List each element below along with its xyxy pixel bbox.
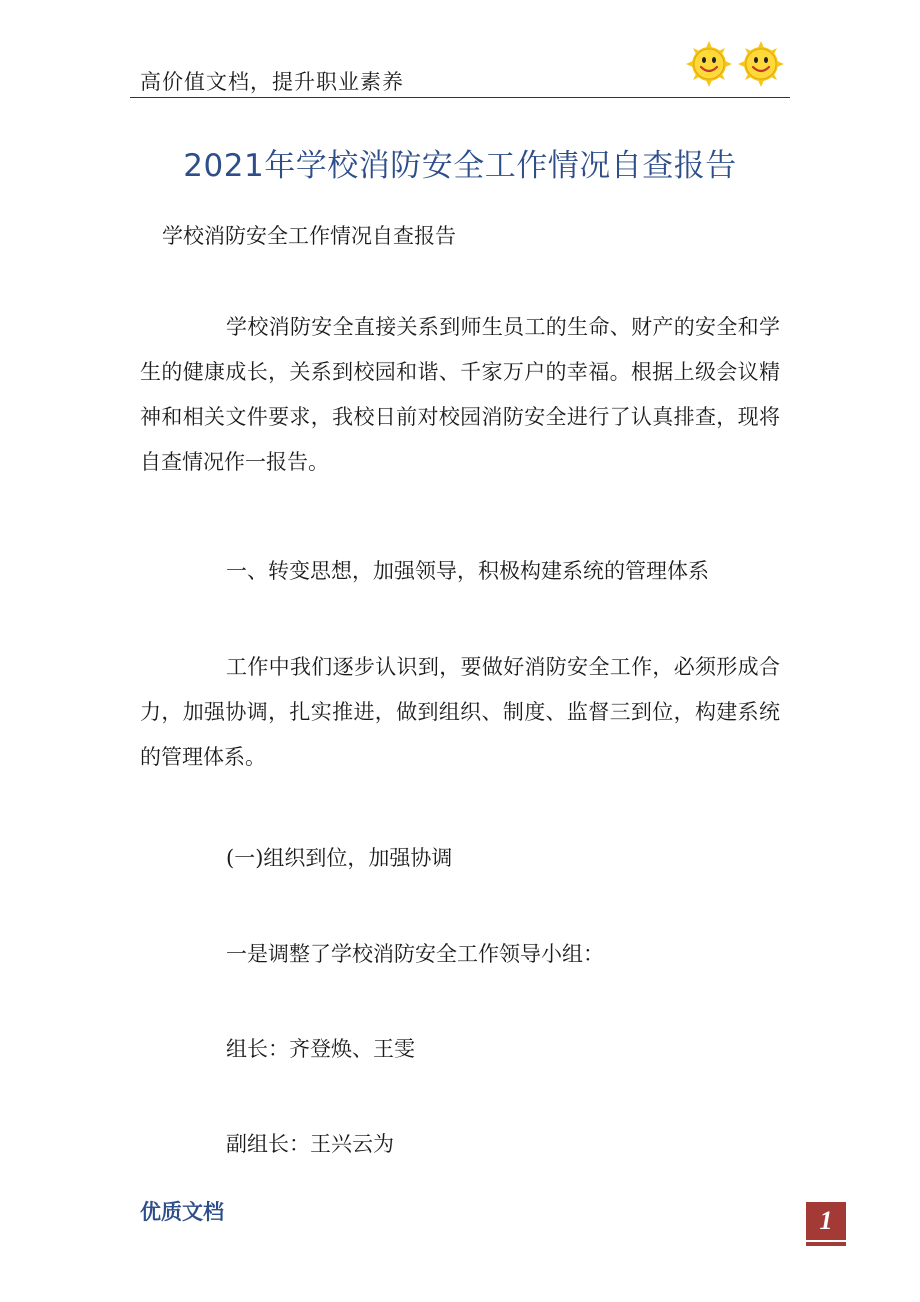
header-text: 高价值文档，提升职业素养 <box>140 70 404 94</box>
paragraph-list-intro: 一是调整了学校消防安全工作领导小组： <box>226 942 604 966</box>
paragraph-body: 工作中我们逐步认识到，要做好消防安全工作，必须形成合力，加强协调，扎实推进，做到组织、制度、监督三到位，构建系统的管理体系。 <box>140 655 780 769</box>
leader-line: 组长：齐登焕、王雯 <box>226 1037 415 1061</box>
section-heading-1: 一、转变思想，加强领导，积极构建系统的管理体系 <box>226 559 709 583</box>
document-subtitle: 学校消防安全工作情况自查报告 <box>162 224 456 248</box>
header-divider <box>130 97 790 98</box>
page-badge-underline <box>806 1242 846 1246</box>
smiley-icon <box>685 40 733 88</box>
deputy-leader-line: 副组长：王兴云为 <box>226 1132 394 1156</box>
document-title: 2021年学校消防安全工作情况自查报告 <box>183 148 737 184</box>
page-number-badge <box>806 1202 846 1246</box>
paragraph-intro: 学校消防安全直接关系到师生员工的生命、财产的安全和学生的健康成长，关系到校园和谐、千家万户的幸福。根据上级会议精神和相关文件要求，我校日前对校园消防安全进行了认真排查，现将自查情况作一报告。 <box>140 315 780 474</box>
footer-text: 优质文档 <box>140 1199 224 1224</box>
smiley-icon <box>737 40 785 88</box>
subsection-heading-1: (一)组织到位，加强协调 <box>226 846 453 870</box>
page-number: 1 <box>819 1206 833 1235</box>
